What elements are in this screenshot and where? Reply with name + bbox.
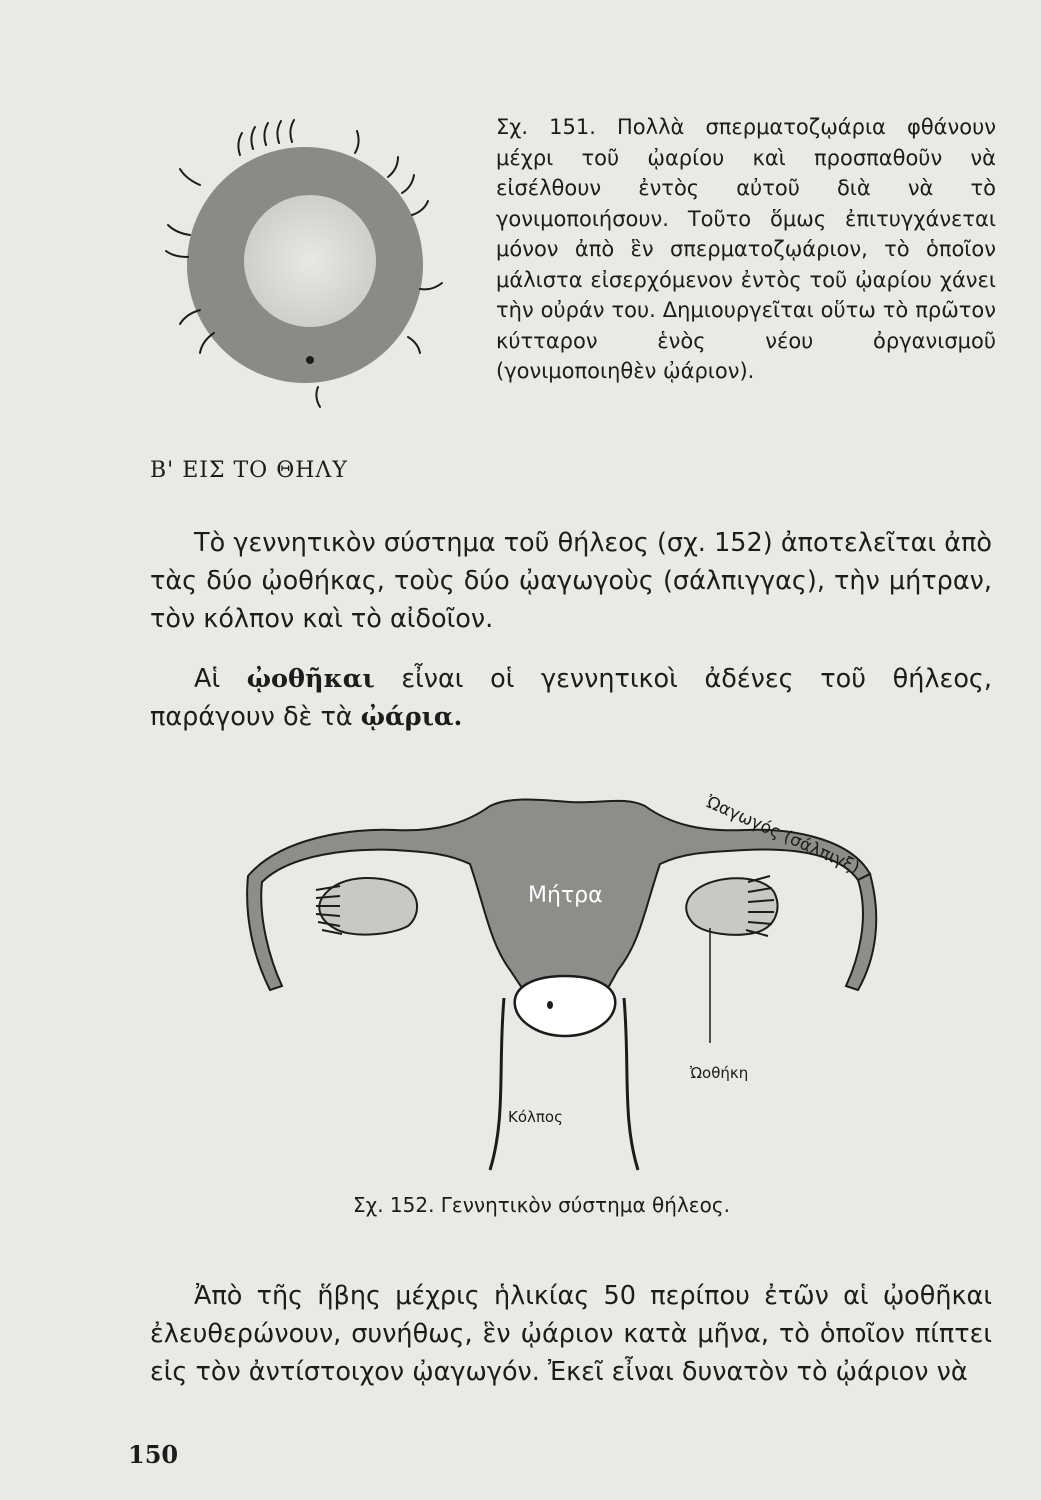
paragraph-2 [150,660,992,736]
sperm-tail [264,123,268,145]
figure-152-caption: Σχ. 152. Γεννητικὸν σύστημα θήλεος. [353,1193,730,1217]
penetrating-sperm-head [306,356,314,364]
sperm-tail [388,157,398,177]
sperm-tail [166,251,188,257]
ovum-illustration [150,105,460,425]
sperm-tail [251,127,255,149]
cervical-os [547,1001,553,1009]
female-reproductive-system-diagram [240,778,900,1178]
page-number: 150 [128,1440,179,1469]
ovary-label: Ὠοθήκη [690,1064,749,1082]
paragraph-3: Ἀπὸ τῆς ἥβης μέχρις ἡλικίας 50 περίπου ἐτῶν αἱ ᾠοθῆκαι ἐλευθερώνουν, συνήθως, ἓν ᾠάριον κατὰ μῆνα, τὸ ὁποῖον πίπτει εἰς τὸν ἀντίστοιχον ᾠαγωγόν. Ἐκεῖ εἶναι δυνατὸν τὸ ᾠάριον νὰ [150,1281,992,1387]
cervix [515,976,616,1036]
sperm-tail [168,225,190,235]
section-heading: Β' ΕΙΣ ΤΟ ΘΗΛΥ [150,458,348,483]
sperm-tail [290,120,294,142]
sperm-tail [277,121,281,143]
right-ovary [686,878,777,935]
term-ovaries: ᾠοθῆκαι [246,664,375,694]
paragraph-2-start: Αἱ [194,664,247,694]
vagina-label: Κόλπος [508,1108,563,1126]
paragraph-1: Τὸ γεννητικὸν σύστημα τοῦ θήλεος (σχ. 152) ἀποτελεῖται ἀπὸ τὰς δύο ᾠοθήκας, τοὺς δύο ᾠαγωγοὺς (σάλπιγγας), τὴν μήτραν, τὸν κόλπον καὶ τὸ αἰδοῖον. [150,528,992,634]
sperm-tail [402,175,414,193]
oviduct-right-curl [846,874,876,990]
oviduct-label: Ὠαγωγός (σάλπιγξ) [702,792,863,879]
figure-151-caption [496,112,996,387]
sperm-tail [316,387,320,407]
sperm-tail [412,201,428,215]
paragraph-2-middle: εἶναι οἱ γεννητικοὶ ἀδένες τοῦ θήλεος, παράγουν δὲ τὰ [150,664,992,732]
sperm-tail [180,169,200,185]
sperm-tail [420,283,442,289]
ovum-nucleus [244,195,376,327]
term-ova: ᾠάρια. [360,702,463,732]
uterus-label: Μήτρα [528,883,603,908]
sperm-tail [238,133,242,155]
sperm-tail [355,131,359,153]
sperm-tail [408,337,420,353]
figure-151-label: Σχ. 151. [496,115,596,139]
figure-151-caption-text: Πολλὰ σπερματοζῳάρια φθάνουν μέχρι τοῦ ᾠαρίου καὶ προσπαθοῦν νὰ εἰσέλθουν ἐντὸς αὐτοῦ διὰ νὰ τὸ γονιμοποιήσουν. Τοῦτο ὅμως ἐπιτυγχάνεται μόνον ἀπὸ ἓν σπερματοζῳάριον, τὸ ὁποῖον μάλιστα εἰσερχόμενον ἐντὸς τοῦ ᾠαρίου χάνει τὴν οὐράν του. Δημιουργεῖται οὕτω τὸ πρῶτον κύτταρον ἑνὸς νέου ὀργανισμοῦ (γονιμοποιηθὲν ᾠάριον). [496,115,996,383]
